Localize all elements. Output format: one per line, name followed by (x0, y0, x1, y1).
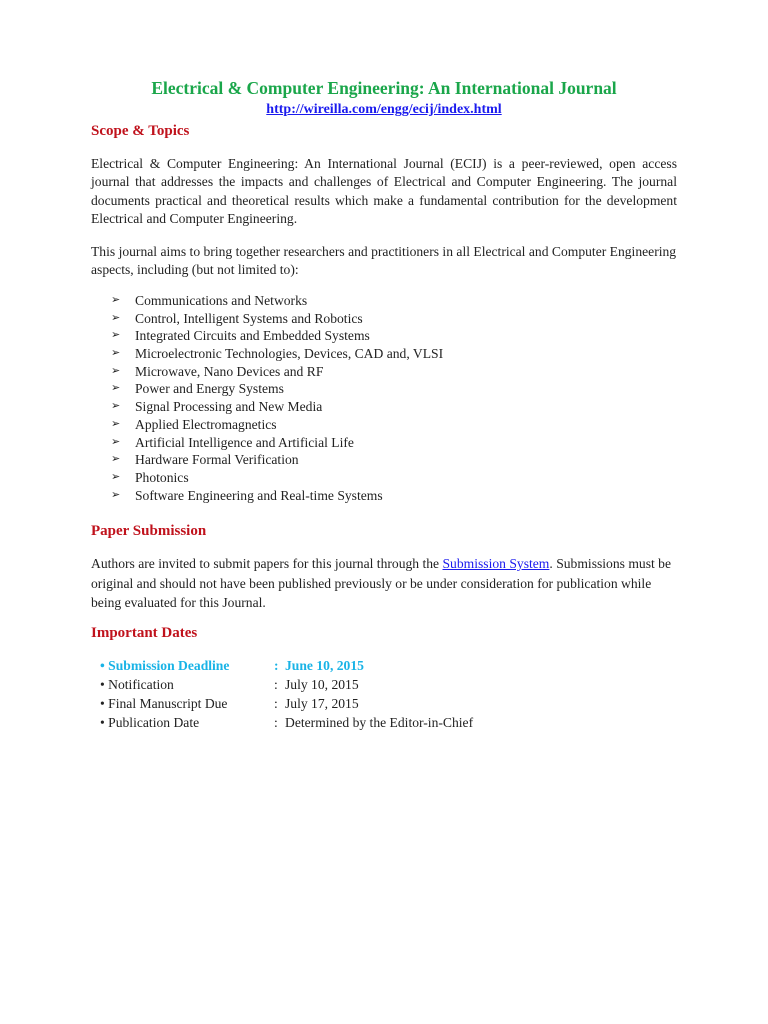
arrowhead-bullet-icon: ➢ (111, 294, 121, 306)
submission-paragraph: Authors are invited to submit papers for this journal through the Submission System. Submissions must be original and should not have been published previously or be under consideration for publication while being evaluated for this Journal. (91, 556, 671, 610)
arrowhead-bullet-icon: ➢ (111, 329, 121, 342)
arrowhead-bullet-icon: ➢ (111, 453, 121, 466)
topics-list (91, 292, 591, 504)
date-label: • Final Manuscript Due (100, 696, 228, 711)
date-separator: : (274, 658, 279, 673)
journal-url-link[interactable]: http://wireilla.com/engg/ecij/index.html (266, 102, 502, 117)
arrowhead-bullet-icon: ➢ (111, 488, 121, 501)
dates-heading: Important Dates (91, 625, 198, 641)
date-value: June 10, 2015 (285, 658, 364, 673)
list-item: ➢ Integrated Circuits and Embedded Systems (111, 328, 370, 344)
submission-heading: Paper Submission (91, 523, 207, 539)
arrowhead-bullet-icon: ➢ (111, 347, 121, 360)
list-item: ➢ Photonics (111, 469, 189, 485)
arrowhead-bullet-icon: ➢ (111, 364, 121, 377)
list-item: ➢ Communications and Networks (111, 293, 308, 308)
list-item: ➢ Software Engineering and Real-time Systems (111, 487, 383, 503)
important-dates-table (100, 656, 600, 732)
date-separator: : (274, 715, 278, 730)
date-row-notification (100, 675, 600, 694)
list-item: ➢ Signal Processing and New Media (111, 399, 323, 415)
date-separator: : (274, 677, 278, 692)
date-label: • Notification (100, 677, 174, 692)
date-value: July 17, 2015 (285, 696, 359, 711)
journal-title: Electrical & Computer Engineering: An International Journal (151, 78, 617, 98)
aims-paragraph: This journal aims to bring together researchers and practitioners in all Electrical and Computer Engineering aspects, including (but not limited to): (91, 244, 677, 278)
list-item: ➢ Microelectronic Technologies, Devices, CAD and, VLSI (111, 346, 444, 362)
date-row-final-manuscript (100, 694, 600, 713)
submission-system-link[interactable]: Submission System (442, 556, 550, 571)
arrowhead-bullet-icon: ➢ (111, 435, 121, 448)
date-label: • Submission Deadline (100, 658, 230, 673)
list-item: ➢ Power and Energy Systems (111, 381, 284, 397)
list-item: ➢ Microwave, Nano Devices and RF (111, 363, 324, 379)
date-label: • Publication Date (100, 715, 200, 730)
arrowhead-bullet-icon: ➢ (111, 400, 121, 413)
list-item: ➢ Applied Electromagnetics (111, 416, 277, 432)
date-row-publication (100, 713, 600, 732)
arrowhead-bullet-icon: ➢ (111, 470, 121, 483)
arrowhead-bullet-icon: ➢ (111, 382, 121, 395)
date-separator: : (274, 696, 278, 711)
date-value: Determined by the Editor-in-Chief (285, 715, 474, 730)
arrowhead-bullet-icon: ➢ (111, 311, 121, 324)
date-row-submission-deadline (100, 656, 600, 675)
scope-heading: Scope & Topics (91, 123, 190, 139)
list-item: ➢ Hardware Formal Verification (111, 452, 299, 468)
list-item: ➢ Control, Intelligent Systems and Robotics (111, 310, 363, 326)
date-value: July 10, 2015 (285, 677, 359, 692)
arrowhead-bullet-icon: ➢ (111, 417, 121, 430)
list-item: ➢ Artificial Intelligence and Artificial Life (111, 434, 354, 450)
scope-paragraph: Electrical & Computer Engineering: An International Journal (ECIJ) is a peer-reviewed, open access journal that addresses the impacts and challenges of Electrical and Computer Engineering. The journal documents practical and theoretical results which make a fundamental contribution for the development Electrical and Computer Engineering. (91, 156, 677, 227)
